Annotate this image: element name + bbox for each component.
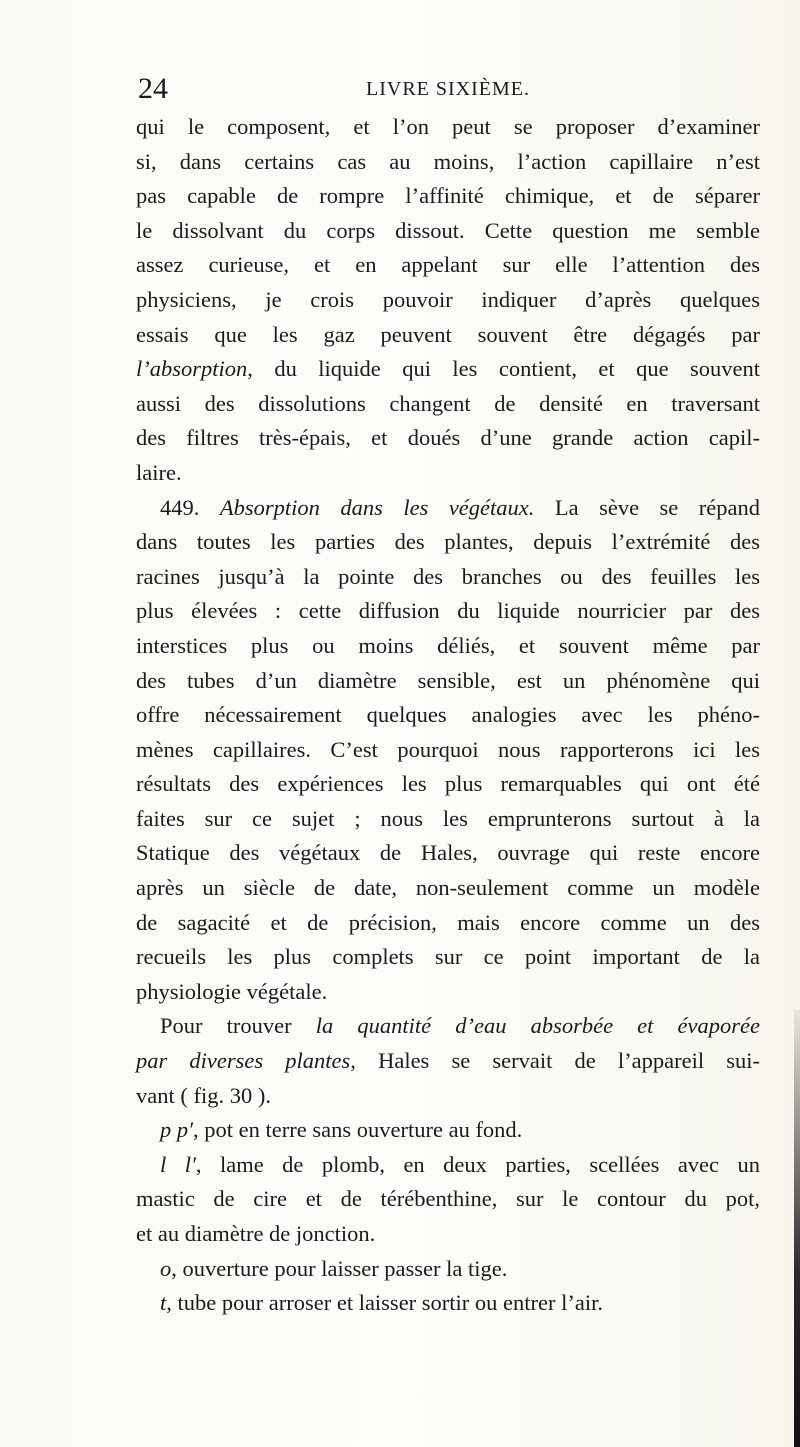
italic-phrase: l’absorption [136,356,248,382]
text-line: si, dans certains cas au moins, l’action capillaire n’est [136,148,760,174]
italic-phrase: o [160,1255,172,1281]
text-line: faites sur ce sujet ; nous les emprunterons surtout à la [136,805,760,831]
text-line: physiologie végétale. [136,978,328,1004]
line-suffix: , pot en terre sans ouverture au fond. [193,1117,523,1143]
text-line: après un siècle de date, non-seulement comme un modèle [136,875,760,901]
italic-phrase: Absorption dans les végétaux. [219,494,535,520]
line-suffix: , ouverture pour laisser passer la tige. [171,1255,508,1281]
text-line [136,1113,760,1148]
text-line: des filtres très-épais, et doués d’une grande action capil- [136,425,760,451]
text-line: et au diamètre de jonction. [136,1221,376,1246]
text-line: pas capable de rompre l’affinité chimique, et de séparer [136,183,760,209]
line-suffix: , du liquide qui les contient, et que souvent [247,356,760,382]
text-line: résultats des expériences les plus remarquables qui ont été [136,771,760,797]
body-text [136,110,760,1321]
text-line: vant ( fig. 30 ). [136,1082,271,1108]
text-line: racines jusqu’à la pointe des branches ou des feuilles les [136,563,760,589]
text-line [136,1252,760,1287]
text-line: aussi des dissolutions changent de densité en traversant [136,390,760,416]
text-line: plus élevées : cette diffusion du liquide nourricier par des [136,598,760,624]
text-line: physiciens, je crois pouvoir indiquer d’après quelques [136,286,760,312]
text-line: essais que les gaz peuvent souvent être dégagés par [136,321,760,347]
text-line: assez curieuse, et en appelant sur elle l’attention des [136,252,760,278]
text-line [136,491,760,526]
text-line [136,1286,760,1321]
italic-phrase: la quantité d’eau absorbée et évaporée [315,1013,760,1039]
line-suffix: , lame de plomb, en deux parties, scellées avec un [195,1151,760,1177]
italic-phrase: t [160,1290,167,1316]
text-line: qui le composent, et l’on peut se proposer d’examiner [136,114,760,139]
line-prefix: 449. [160,494,220,520]
line-suffix: , Hales se servait de l’appareil sui- [350,1048,760,1074]
line-suffix: , tube pour arroser et laisser sortir ou entrer l’air. [166,1290,603,1316]
text-line: Statique des végétaux de Hales, ouvrage qui reste encore [136,840,760,866]
text-line: de sagacité et de précision, mais encore comme un des [136,909,760,935]
text-line [136,1148,760,1183]
text-line: mènes capillaires. C’est pourquoi nous rapporterons ici les [136,736,760,762]
text-line: interstices plus ou moins déliés, et souvent même par [136,632,760,658]
line-suffix: La sève se répand [534,494,760,520]
running-head: LIVRE SIXIÈME. [366,78,530,100]
page-number: 24 [138,72,168,105]
text-line [136,352,760,387]
line-prefix: Pour trouver [160,1013,316,1039]
text-line: recueils les plus complets sur ce point important de la [136,944,760,970]
italic-phrase: l l′ [160,1151,196,1177]
page-edge-shadow [794,1010,800,1447]
text-line: mastic de cire et de térébenthine, sur le contour du pot, [136,1186,760,1212]
text-line [136,1044,760,1079]
text-line: offre nécessairement quelques analogies avec les phéno- [136,702,760,728]
text-line [136,1009,760,1044]
italic-phrase: p p′ [160,1117,194,1143]
text-line: des tubes d’un diamètre sensible, est un phénomène qui [136,667,760,693]
text-line: le dissolvant du corps dissout. Cette question me semble [136,217,760,243]
italic-phrase: par diverses plantes [136,1048,351,1074]
page-header [138,72,758,106]
text-line: dans toutes les parties des plantes, depuis l’extrémité des [136,529,760,555]
text-line: laire. [136,459,182,485]
